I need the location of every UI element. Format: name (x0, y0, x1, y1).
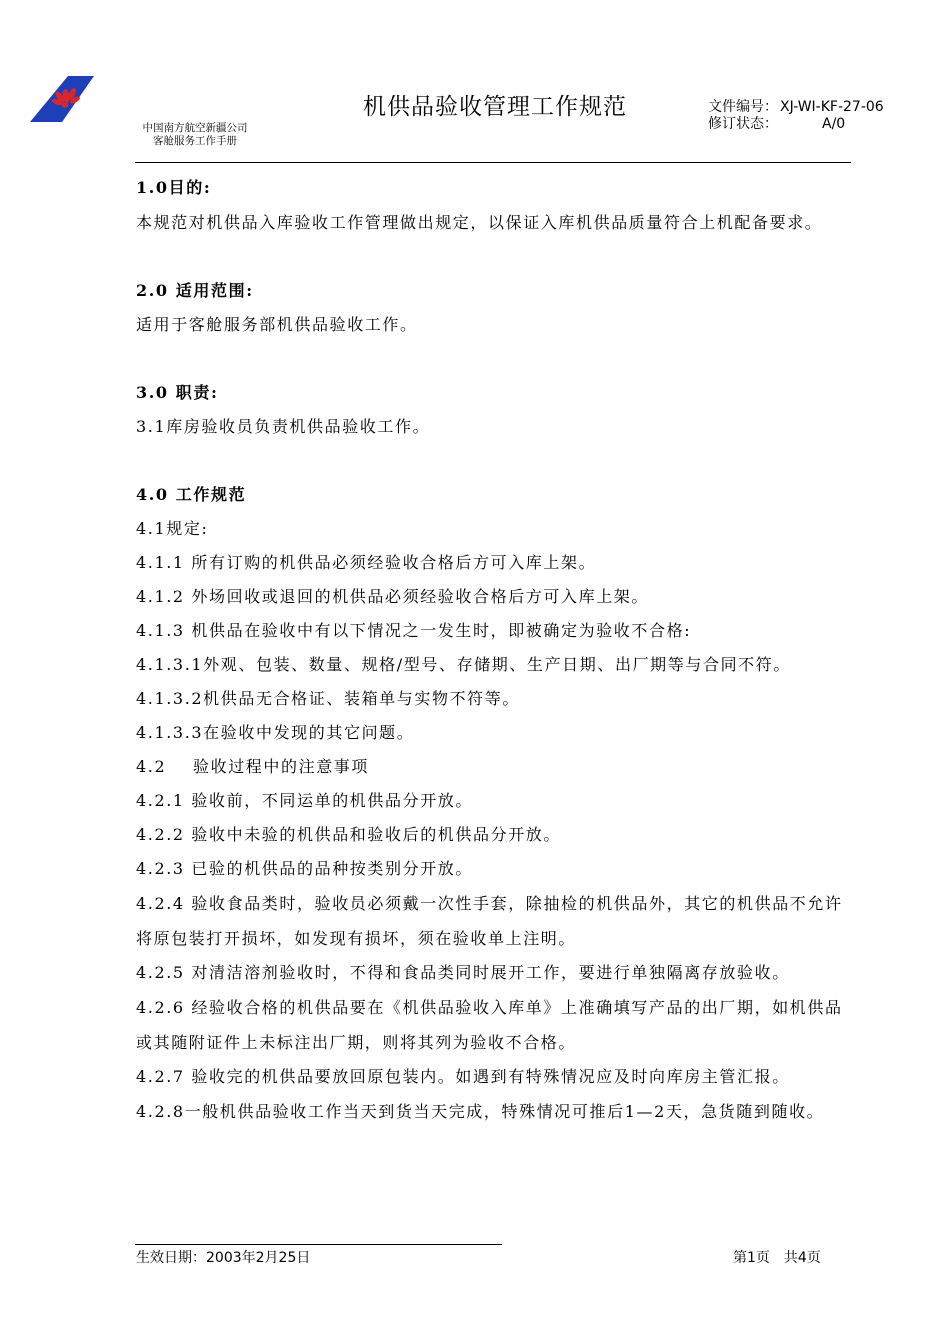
clause-4-1-3: 4.1.3 机供品在验收中有以下情况之一发生时，即被确定为验收不合格: (136, 621, 692, 640)
company-logo (28, 74, 94, 124)
clause-4-2-4: 4.2.4 验收食品类时，验收员必须戴一次性手套，除抽检的机供品外，其它的机供品不允许将原包装打开损坏，如发现有损坏，须在验收单上注明。 (136, 894, 843, 948)
page-number: 第1页 (733, 1250, 770, 1266)
clause-4-2-1: 4.2.1 验收前，不同运单的机供品分开放。 (136, 791, 473, 810)
clause-4-1-3-3: 4.1.3.3在验收中发现的其它问题。 (136, 723, 415, 742)
clause-4-1-1: 4.1.1 所有订购的机供品必须经验收合格后方可入库上架。 (136, 553, 597, 572)
page-info (733, 1247, 821, 1267)
revision-row (708, 116, 884, 133)
footer-divider (135, 1244, 502, 1245)
clause-4-2-2: 4.2.2 验收中未验的机供品和验收后的机供品分开放。 (136, 825, 561, 844)
doc-number-row (708, 99, 884, 116)
responsibility-text: 3.1库房验收员负责机供品验收工作。 (136, 417, 431, 436)
document-body (136, 171, 852, 1129)
clause-4-2-8: 4.2.8一般机供品验收工作当天到货当天完成，特殊情况可推后1—2天，急货随到随收。 (136, 1102, 825, 1121)
document-title: 机供品验收管理工作规范 (363, 94, 627, 120)
section-heading-responsibility: 3.0 职责: (136, 383, 219, 402)
revision-label: 修订状态： (708, 116, 778, 132)
section-heading-purpose: 1.0目的: (136, 178, 212, 197)
clause-4-1-3-1: 4.1.3.1外观、包装、数量、规格/型号、存储期、生产日期、出厂期等与合同不符。 (136, 655, 791, 674)
clause-4-2-6: 4.2.6 经验收合格的机供品要在《机供品验收入库单》上准确填写产品的出厂期，如机供品或其随附证件上未标注出厂期，则将其列为验收不合格。 (136, 998, 843, 1052)
doc-number-value: XJ-WI-KF-27-06 (780, 99, 884, 115)
purpose-text: 本规范对机供品入库验收工作管理做出规定，以保证入库机供品质量符合上机配备要求。 (136, 213, 823, 232)
revision-value: A/0 (822, 116, 846, 132)
clause-4-1-2: 4.1.2 外场回收或退回的机供品必须经验收合格后方可入库上架。 (136, 587, 649, 606)
manual-name: 客舱服务工作手册 (153, 135, 237, 147)
clause-4-2-5: 4.2.5 对清洁溶剂验收时，不得和食品类同时展开工作，要进行单独隔离存放验收。 (136, 963, 790, 982)
effective-date: 生效日期：2003年2月25日 (136, 1250, 311, 1266)
header-divider (135, 162, 851, 163)
page-total: 共4页 (783, 1250, 821, 1266)
section-heading-work-spec: 4.0 工作规范 (136, 485, 247, 504)
section-heading-scope: 2.0 适用范围: (136, 281, 254, 300)
clause-4-1: 4.1规定: (136, 519, 209, 538)
document-meta (708, 99, 884, 133)
airline-tail-logo-icon (28, 74, 94, 124)
clause-4-2-3: 4.2.3 已验的机供品的品种按类别分开放。 (136, 859, 473, 878)
company-info (135, 122, 255, 148)
scope-text: 适用于客舱服务部机供品验收工作。 (136, 315, 418, 334)
clause-4-2: 4.2 验收过程中的注意事项 (136, 757, 369, 776)
clause-4-1-3-2: 4.1.3.2机供品无合格证、装箱单与实物不符等。 (136, 689, 520, 708)
company-name: 中国南方航空新疆公司 (142, 122, 248, 134)
doc-number-label: 文件编号： (708, 99, 778, 115)
clause-4-2-7: 4.2.7 验收完的机供品要放回原包装内。如遇到有特殊情况应及时向库房主管汇报。 (136, 1067, 790, 1086)
